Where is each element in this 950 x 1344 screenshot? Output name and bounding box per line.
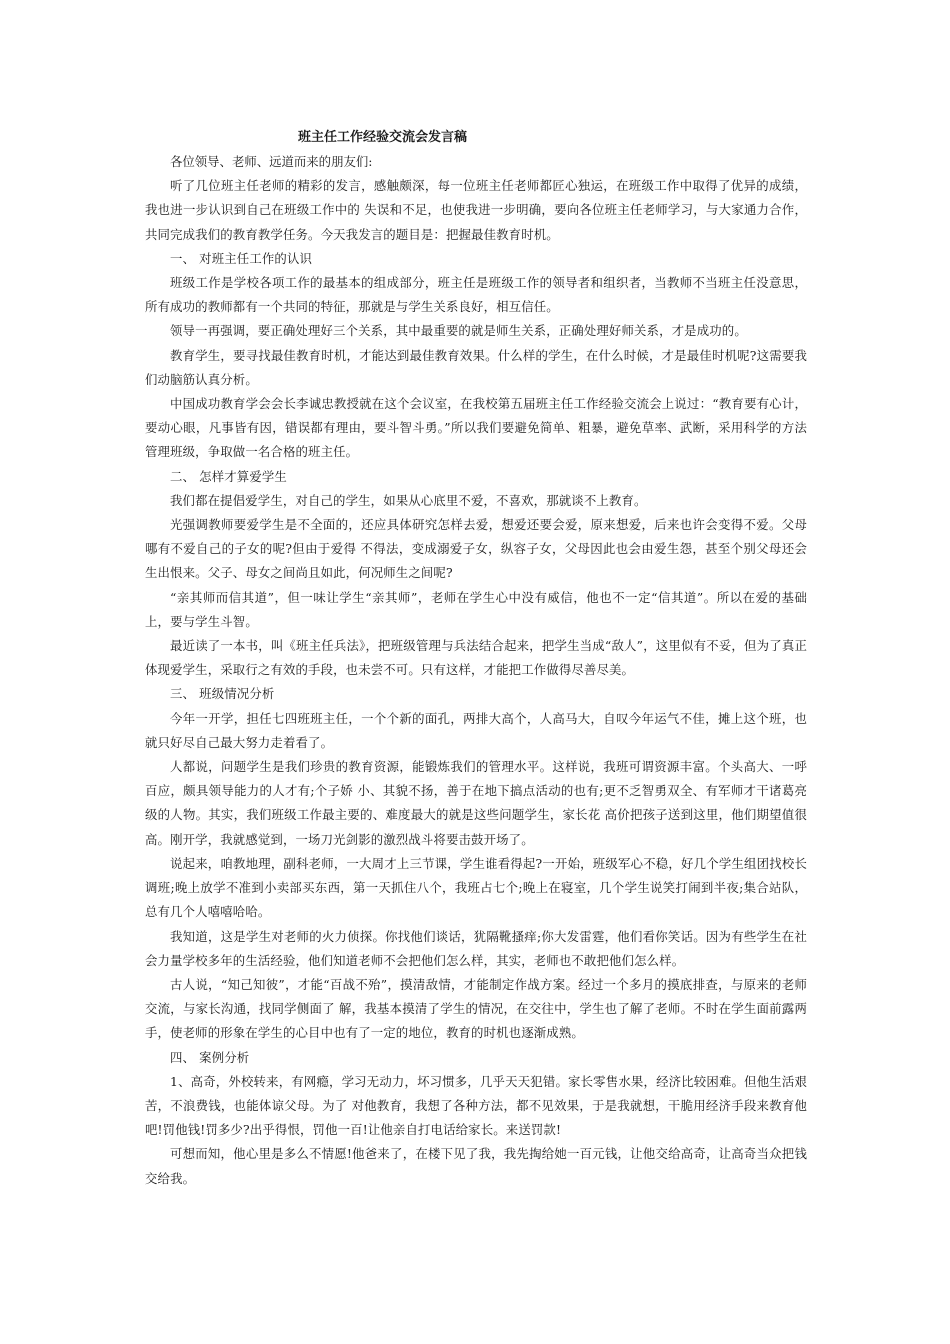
paragraph: 最近读了一本书，叫《班主任兵法》，把班级管理与兵法结合起来，把学生当成“敌人”，这里似有不妥，但为了真正体现爱学生，采取行之有效的手段，也未尝不可。只有这样，才能把工作做得尽善尽美。 (145, 638, 807, 678)
paragraph: 我知道，这是学生对老师的火力侦探。你找他们谈话，犹隔靴搔痒;你大发雷霆，他们看你笑话。因为有些学生在社会力量学校多年的生活经验，他们知道老师不会把他们怎么样，其实，老师也不敢把他们怎么样。 (145, 928, 807, 968)
paragraph: 今年一开学，担任七四班班主任，一个个新的面孔，两排大高个，人高马大，自叹今年运气不佳，摊上这个班，也就只好尽自己最大努力走着看了。 (145, 710, 807, 750)
paragraph: 听了几位班主任老师的精彩的发言，感触颇深，每一位班主任老师都匠心独运，在班级工作中取得了优异的成绩，我也进一步认识到自己在班级工作中的 失误和不足，也使我进一步明确，要向各位班主任老师学习，与大家通力合作，共同完成我们的教育教学任务。今天我发言的题目是：把握最佳教育时机。 (145, 178, 807, 242)
document-title: 班主任工作经验交流会发言稿 (298, 130, 468, 145)
paragraph: 班级工作是学校各项工作的最基本的组成部分，班主任是班级工作的领导者和组织者，当教师不当班主任没意思，所有成功的教师都有一个共同的特征，那就是与学生关系良好，相互信任。 (145, 275, 807, 315)
paragraph: 可想而知，他心里是多么不情愿!他爸来了，在楼下见了我，我先掏给她一百元钱，让他交给高奇，让高奇当众把钱交给我。 (145, 1146, 807, 1186)
paragraph: 中国成功教育学会会长李诚忠教授就在这个会议室，在我校第五届班主任工作经验交流会上说过：“教育要有心计，要动心眼，凡事皆有因，错误都有理由，要斗智斗勇。”所以我们要避免简单、粗暴，避免草率、武断，采用科学的方法管理班级，争取做一名合格的班主任。 (145, 396, 807, 460)
section-heading: 一、 对班主任工作的认识 (170, 250, 313, 266)
document-page (145, 128, 807, 1191)
paragraph: 我们都在提倡爱学生，对自己的学生，如果从心底里不爱，不喜欢，那就谈不上教育。 (170, 492, 647, 508)
paragraph: 1、高奇，外校转来，有网瘾，学习无动力，坏习惯多，几乎天天犯错。家长零售水果，经济比较困难。但他生活艰苦，不浪费钱，也能体谅父母。为了 对他教育，我想了各种方法，都不见效果，于是我就想，干脆用经济手段来教育他吧!罚他钱!罚多少?出乎得恨，罚他一百!让他亲自打电话给家长。来送罚款! (145, 1073, 807, 1138)
paragraph: “亲其师而信其道”，但一味让学生“亲其师”，老师在学生心中没有威信，他也不一定“信其道”。所以在爱的基础上，要与学生斗智。 (145, 589, 807, 629)
section-heading: 二、 怎样才算爱学生 (170, 468, 287, 484)
section-heading: 四、 案例分析 (170, 1049, 250, 1065)
paragraph: 光强调教师要爱学生是不全面的，还应具体研究怎样去爱，想爱还要会爱，原来想爱，后来也许会变得不爱。父母哪有不爱自己的子女的呢?但由于爱得 不得法，变成溺爱子女，纵容子女，父母因此也会由爱生怨，甚至个别父母还会生出恨来。父子、母女之间尚且如此，何况师生之间呢? (145, 517, 807, 581)
section-heading: 三、 班级情况分析 (170, 686, 275, 702)
salutation: 各位领导、老师、远道而来的朋友们: (170, 154, 373, 169)
paragraph: 说起来，咱教地理，副科老师，一大周才上三节课，学生谁看得起?一开始，班级军心不稳，好几个学生组团找校长调班;晚上放学不准到小卖部买东西，第一天抓住八个，我班占七个;晚上在寝室，几个学生说笑打闹到半夜;集合站队，总有几个人嘻嘻哈哈。 (145, 855, 807, 920)
paragraph: 人都说，问题学生是我们珍贵的教育资源，能锻炼我们的管理水平。这样说，我班可谓资源丰富。个头高大、一呼百应，颇具领导能力的人才有;个子娇 小、其貌不扬，善于在地下搞点活动的也有;更不乏智勇双全、有军师才干诸葛亮级的人物。其实，我们班级工作最主要的、难度最大的就是这些问题学生，家长花 高价把孩子送到这里，他们期望值很高。刚开学，我就感觉到，一场刀光剑影的激烈战斗将要击鼓开场了。 (145, 759, 807, 847)
paragraph: 古人说，“知己知彼”，才能“百战不殆”，摸清敌情，才能制定作战方案。经过一个多月的摸底排查，与原来的老师交流，与家长沟通，找同学侧面了 解，我基本摸清了学生的情况，在交往中，学生也了解了老师。不时在学生面前露两手，使老师的形象在学生的心目中也有了一定的地位，教育的时机也逐渐成熟。 (145, 976, 807, 1041)
paragraph: 教育学生，要寻找最佳教育时机，才能达到最佳教育效果。什么样的学生，在什么时候，才是最佳时机呢?这需要我们动脑筋认真分析。 (145, 347, 807, 387)
paragraph: 领导一再强调，要正确处理好三个关系，其中最重要的就是师生关系，正确处理好师关系，才是成功的。 (170, 323, 747, 339)
